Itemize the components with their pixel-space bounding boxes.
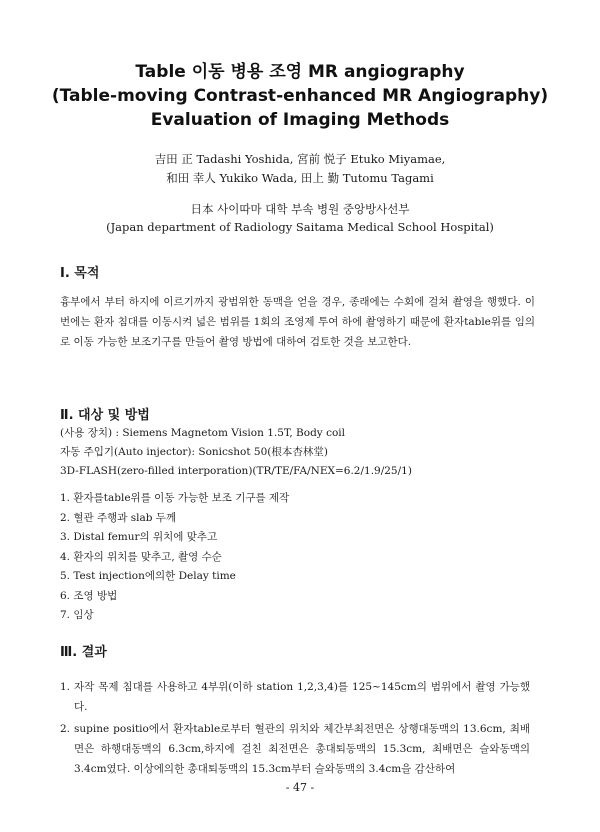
item-number: 1.: [60, 681, 71, 693]
affiliation: [0, 200, 600, 236]
list-item: [60, 719, 530, 779]
affiliation-korean: 日本 사이따마 대학 부속 병원 중앙방사선부: [190, 202, 410, 216]
list-item: 2. 혈관 주행과 slab 두께: [60, 511, 177, 524]
author-list: [0, 150, 600, 188]
author-line-2: 和田 幸人 Yukiko Wada, 田上 勤 Tutomu Tagami: [166, 171, 434, 185]
equipment-line: (사용 장치) : Siemens Magnetom Vision 1.5T, Body coil: [60, 427, 345, 439]
item-number: 2.: [60, 723, 71, 735]
affiliation-english: (Japan department of Radiology Saitama Medical School Hospital): [106, 220, 494, 234]
section-1-paragraph: 흉부에서 부터 하지에 이르기까지 광범위한 동맥을 얻을 경우, 종래에는 수회에 걸쳐 촬영을 행했다. 이번에는 환자 침대를 이동시켜 넓은 범위를 1회의 조영제 투여 하에 촬영하기 때문에 환자table위를 임의로 이동 가능한 보조기구를 만들어 촬영 방법에 대하여 검토한 것을 보고한다.: [60, 296, 535, 348]
equipment-line: 3D-FLASH(zero-filled interporation)(TR/TE/FA/NEX=6.2/1.9/25/1): [60, 465, 412, 477]
title-line-2: (Table-moving Contrast-enhanced MR Angiography): [51, 86, 549, 106]
section-2-heading: Ⅱ. 대상 및 방법: [60, 408, 150, 423]
title-line-3: Evaluation of Imaging Methods: [150, 110, 450, 130]
equipment-line: 자동 주입기(Auto injector): Sonicshot 50(根本杏林堂): [60, 446, 328, 458]
item-text: 자작 목제 침대를 사용하고 4부위(이하 station 1,2,3,4)를 125~145cm의 범위에서 촬영 가능했다.: [74, 681, 530, 713]
document-title: [0, 60, 600, 132]
section-3-heading: Ⅲ. 결과: [60, 645, 107, 660]
method-list: [60, 489, 540, 626]
list-item: 5. Test injection에의한 Delay time: [60, 570, 236, 582]
results-list: [60, 677, 530, 781]
list-item: 3. Distal femur의 위치에 맞추고: [60, 531, 218, 543]
section-1-heading: Ⅰ. 목적: [60, 266, 100, 281]
list-item: 1. 환자를table위를 이동 가능한 보조 기구를 제작: [60, 492, 290, 504]
list-item: 6. 조영 방법: [60, 589, 118, 602]
item-text: supine positio에서 환자table로부터 혈관의 위치와 체간부최전면은 상행대동맥의 13.6cm, 최배면은 하행대동맥의 6.3cm,하지에 걸친 최전면은 총대퇴동맥의 15.3cm, 최배면은 슬와동맥의3.4cm였다. 이상에의한 총대퇴동맥의 15.3cm부터 슬와동맥의 3.4cm을 감산하여: [74, 723, 530, 775]
page-number: - 47 -: [285, 781, 315, 794]
list-item: 4. 환자의 위치를 맞추고, 촬영 수순: [60, 550, 222, 563]
equipment-list: [60, 424, 540, 481]
author-line-1: 吉田 正 Tadashi Yoshida, 宮前 悦子 Etuko Miyamae,: [154, 152, 446, 166]
list-item: [60, 677, 530, 717]
list-item: 7. 임상: [60, 609, 94, 621]
title-line-1: Table 이동 병용 조영 MR angiography: [135, 62, 465, 82]
